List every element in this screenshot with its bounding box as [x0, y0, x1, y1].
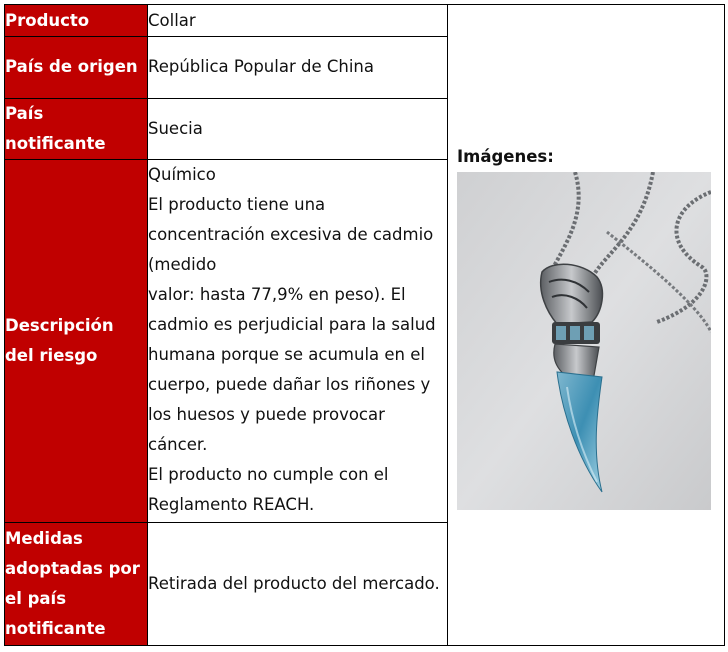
label-pais-notificante: País notificante	[5, 98, 148, 159]
images-cell	[448, 5, 725, 646]
row-producto	[5, 5, 725, 37]
risk-line-concentration: El producto tiene una concentración excesiva de cadmio (medido	[148, 194, 434, 274]
value-pais-origen: República Popular de China	[148, 37, 448, 98]
risk-line-category: Químico	[148, 164, 216, 184]
label-producto: Producto	[5, 5, 148, 37]
necklace-pendant-photo	[457, 172, 711, 510]
value-pais-notificante: Suecia	[148, 98, 448, 159]
value-medidas: Retirada del producto del mercado.	[148, 523, 448, 646]
label-pais-origen: País de origen	[5, 37, 148, 98]
images-heading: Imágenes:	[457, 147, 554, 166]
risk-line-regulation: El producto no cumple con el Reglamento REACH.	[148, 464, 389, 514]
label-medidas: Medidas adoptadas por el país notificante	[5, 523, 148, 646]
product-alert-table	[4, 4, 725, 646]
label-descripcion-riesgo: Descripción del riesgo	[5, 159, 148, 522]
value-descripcion-riesgo	[148, 159, 448, 522]
value-producto: Collar	[148, 5, 448, 37]
risk-line-health-effects: valor: hasta 77,9% en peso). El cadmio es perjudicial para la salud humana porque se acumula en el cuerpo, puede dañar los riñones y los huesos y puede provocar cáncer.	[148, 284, 436, 454]
